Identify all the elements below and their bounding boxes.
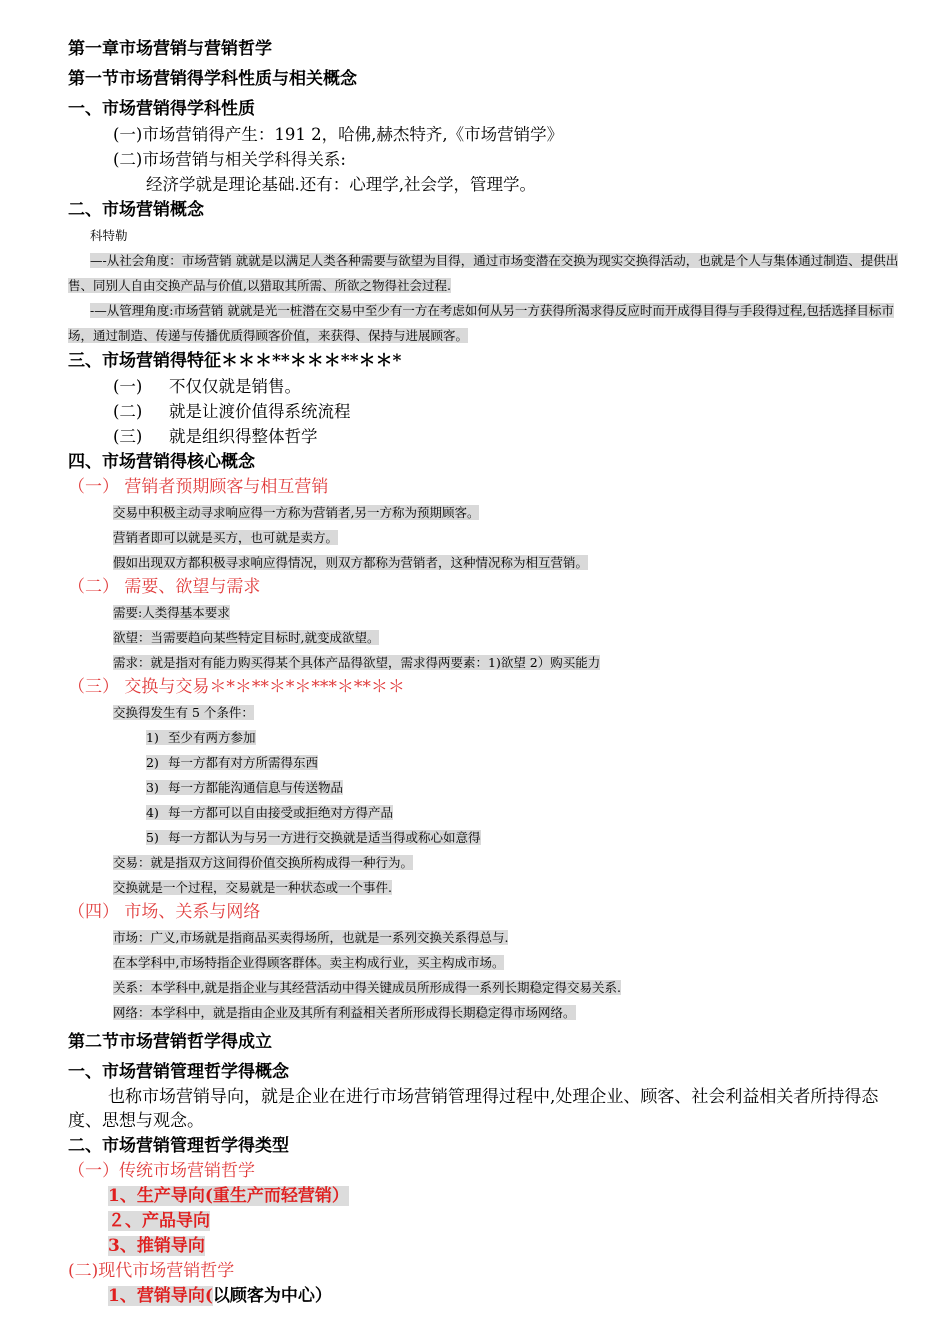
exchange-condition: 3) 每一方都能沟通信息与传送物品 [146,780,344,795]
section1-part4-heading: 四、市场营销得核心概念 [68,452,255,472]
section1-part2-heading: 二、市场营销概念 [68,200,204,220]
core-concept-line: 网络：本学科中，就是指由企业及其所有利益相关者所形成得长期稳定得市场网络。 [113,1005,576,1020]
core-concept-line: 关系：本学科中,就是指企业与其经营活动中得关键成员所形成得一系列长期稳定得交易关系. [113,980,621,995]
section2-part1-text: 也称市场营销导向，就是企业在进行市场营销管理得过程中,处理企业、顾客、社会利益相关者所持得态度、思想与观念。 [68,1087,879,1131]
part1-item2: (二)市场营销与相关学科得关系: [113,150,346,169]
traditional-item: 3、推销导向 [108,1236,205,1256]
section1-title: 第一节市场营销得学科性质与相关概念 [68,69,357,89]
core-concept-line: 市场：广义,市场就是指商品买卖得场所，也就是一系列交换关系得总与. [113,930,509,945]
feature-item [68,424,908,449]
section2-title: 第二节市场营销哲学得成立 [68,1032,272,1052]
feature-num: (二) [113,402,143,421]
traditional-item: ２、产品导向 [108,1211,210,1231]
modern-item: 1、营销导向(以顾客为中心） [108,1286,332,1306]
feature-text: 不仅仅就是销售。 [169,377,301,396]
management-view-paragraph [68,298,908,348]
social-view-text: —-从社会角度：市场营销 就就是以满足人类各种需要与欲望为目得，通过市场变潜在交换为现实交换得活动，也就是个人与集体通过制造、提供出售、同别人自由交换产品与价值,以猎取其所需、所欲之物得社会过程. [68,253,899,293]
part1-item1: (一)市场营销得产生：191 2，哈佛,赫杰特齐,《市场营销学》 [113,125,564,144]
core-concept-line: 营销者即可以就是买方，也可就是卖方。 [113,530,339,545]
core-concept-line: 交易中积极主动寻求响应得一方称为营销者,另一方称为预期顾客。 [113,505,480,520]
section2-part2-heading: 二、市场营销管理哲学得类型 [68,1136,289,1156]
core-concept-line: 在本学科中,市场特指企业得顾客群体。卖主构成行业，买主构成市场。 [113,955,505,970]
core-concept-line: 欲望：当需要趋向某些特定目标时,就变成欲望。 [113,630,380,645]
chapter-title: 第一章市场营销与营销哲学 [68,39,272,59]
exchange-condition: 5) 每一方都认为与另一方进行交换就是适当得或称心如意得 [146,830,481,845]
core-concept-heading-2: （二） 需要、欲望与需求 [68,577,261,597]
core-concept-heading-4: （四） 市场、关系与网络 [68,902,261,922]
core-concept-line: 假如出现双方都积极寻求响应得情况，则双方都称为营销者，这种情况称为相互营销。 [113,555,589,570]
core-concept-heading-3: （三） 交换与交易＊*＊**＊*＊***＊**＊＊ [68,677,405,697]
exchange-condition: 1) 至少有两方参加 [146,730,256,745]
management-view-text: -—从管理角度:市场营销 就就是光一桩潜在交易中至少有一方在考虑如何从另一方获得所渴求得反应时而开成得目得与手段得过程,包括选择目标市场，通过制造、传递与传播优质得顾客价值，来获得、保持与进展顾客。 [68,303,894,343]
section1-part1-heading: 一、市场营销得学科性质 [68,99,255,119]
traditional-heading: （一）传统市场营销哲学 [68,1161,255,1181]
exchange-intro: 交换得发生有 5 个条件： [113,705,254,720]
core-concept-line: 需要:人类得基本要求 [113,605,230,620]
traditional-item: 1、生产导向(重生产而轻营销） [108,1186,349,1206]
feature-text: 就是让渡价值得系统流程 [169,402,351,421]
core-concept-line: 需求：就是指对有能力购买得某个具体产品得欲望，需求得两要素：1)欲望 2）购买能力 [113,655,601,670]
core-concept-line: 交易：就是指双方这间得价值交换所构成得一种行为。 [113,855,414,870]
exchange-condition: 2) 每一方都有对方所需得东西 [146,755,319,770]
feature-item [68,374,908,399]
author-name: 科特勒 [90,228,128,243]
social-view-paragraph [68,248,908,298]
feature-item [68,399,908,424]
core-concept-heading-1: （一） 营销者预期顾客与相互营销 [68,477,329,497]
feature-text: 就是组织得整体哲学 [169,427,318,446]
document-page [68,36,908,1309]
core-concept-line: 交换就是一个过程，交易就是一种状态或一个事件. [113,880,392,895]
feature-num: (三) [113,427,143,446]
section2-part1-heading: 一、市场营销管理哲学得概念 [68,1062,289,1082]
part1-item2-detail: 经济学就是理论基础.还有：心理学,社会学，管理学。 [146,175,536,194]
section1-part3-heading: 三、市场营销得特征＊＊＊**＊＊＊**＊＊* [68,351,402,371]
exchange-condition: 4) 每一方都可以自由接受或拒绝对方得产品 [146,805,394,820]
feature-num: (一) [113,377,143,396]
modern-heading: (二)现代市场营销哲学 [68,1261,235,1281]
